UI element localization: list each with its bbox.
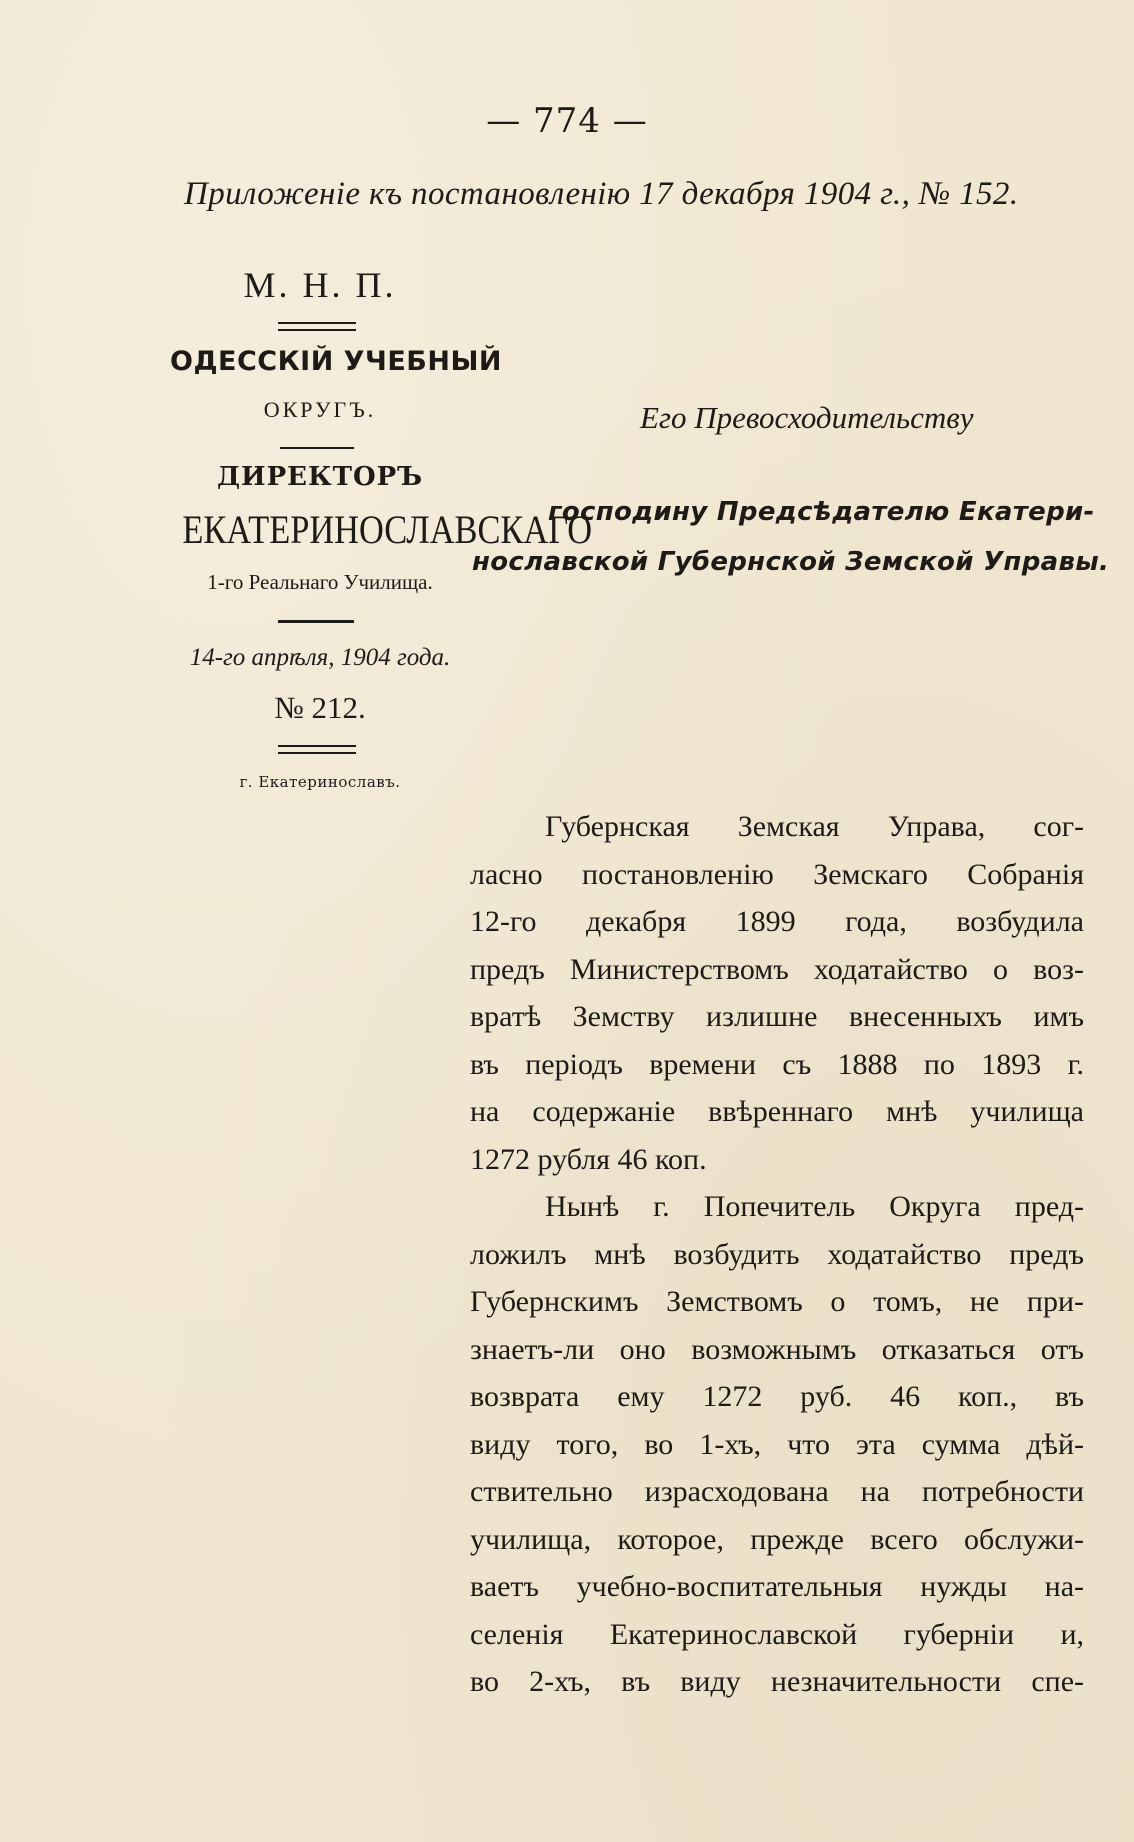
district-name: ОДЕССКІЙ УЧЕБНЫЙ <box>170 346 503 377</box>
body-text-line: знаетъ-ли оно возможнымъ отказаться отъ <box>470 1333 1084 1366</box>
document-number: № 212. <box>274 690 366 725</box>
addressee-honorific: Его Превосходительству <box>640 400 974 435</box>
addressee-line: господину Предсѣдателю Екатери- <box>548 497 1095 527</box>
body-text-line: возврата ему 1272 руб. 46 коп., въ <box>470 1380 1084 1413</box>
page-number: — 774 — <box>486 101 648 141</box>
body-text-line: ложилъ мнѣ возбудить ходатайство предъ <box>470 1238 1084 1271</box>
body-text-line: 1272 рубля 46 коп. <box>470 1143 707 1176</box>
double-rule-divider <box>278 322 356 331</box>
document-date: 14-го апрѣля, 1904 года. <box>189 644 451 671</box>
director-title: ДИРЕКТОРЪ <box>216 462 424 492</box>
body-text-line: 12-го декабря 1899 года, возбудила <box>470 905 1084 938</box>
city-name: г. Екатеринославъ. <box>239 773 401 791</box>
body-text-line: селенія Екатеринославской губерніи и, <box>470 1618 1084 1651</box>
body-text-line: ласно постановленію Земскаго Собранія <box>470 858 1084 891</box>
single-rule-divider <box>278 620 354 623</box>
body-text-line: виду того, во 1-хъ, что эта сумма дѣй- <box>470 1428 1084 1461</box>
body-text-line: Нынѣ г. Попечитель Округа пред- <box>545 1190 1084 1223</box>
body-text-line: ствительно израсходована на потребности <box>470 1475 1084 1508</box>
body-text-line: Губернскимъ Земствомъ о томъ, не при- <box>470 1285 1084 1318</box>
body-text-line: предъ Министерствомъ ходатайство о воз- <box>470 953 1084 986</box>
body-text-line: въ періодъ времени съ 1888 по 1893 г. <box>470 1048 1084 1081</box>
ministry-abbreviation: М. Н. П. <box>243 265 397 305</box>
body-text-line: ваетъ учебно-воспитательныя нужды на- <box>470 1570 1084 1603</box>
body-text-line: Губернская Земская Управа, сог- <box>545 810 1084 843</box>
body-text-line: во 2-хъ, въ виду незначительности спе- <box>470 1665 1084 1698</box>
school-name: ЕКАТЕРИНОСЛАВСКАГО <box>182 507 593 552</box>
appendix-heading: Приложеніе къ постановленію 17 декабря 1904 г., № 152. <box>184 176 1019 212</box>
body-text-line: на содержаніе ввѣреннаго мнѣ училища <box>470 1095 1084 1128</box>
district-okrug: ОКРУГЪ. <box>263 397 377 422</box>
single-rule-divider <box>280 447 354 449</box>
body-text-line: училища, которое, прежде всего обслужи- <box>470 1523 1084 1556</box>
addressee-line: нославской Губернской Земской Управы. <box>472 547 1110 577</box>
double-rule-divider <box>278 745 356 754</box>
school-type: 1-го Реальнаго Училища. <box>207 570 433 594</box>
body-text-line: вратѣ Земству излишне внесенныхъ имъ <box>470 1000 1084 1033</box>
